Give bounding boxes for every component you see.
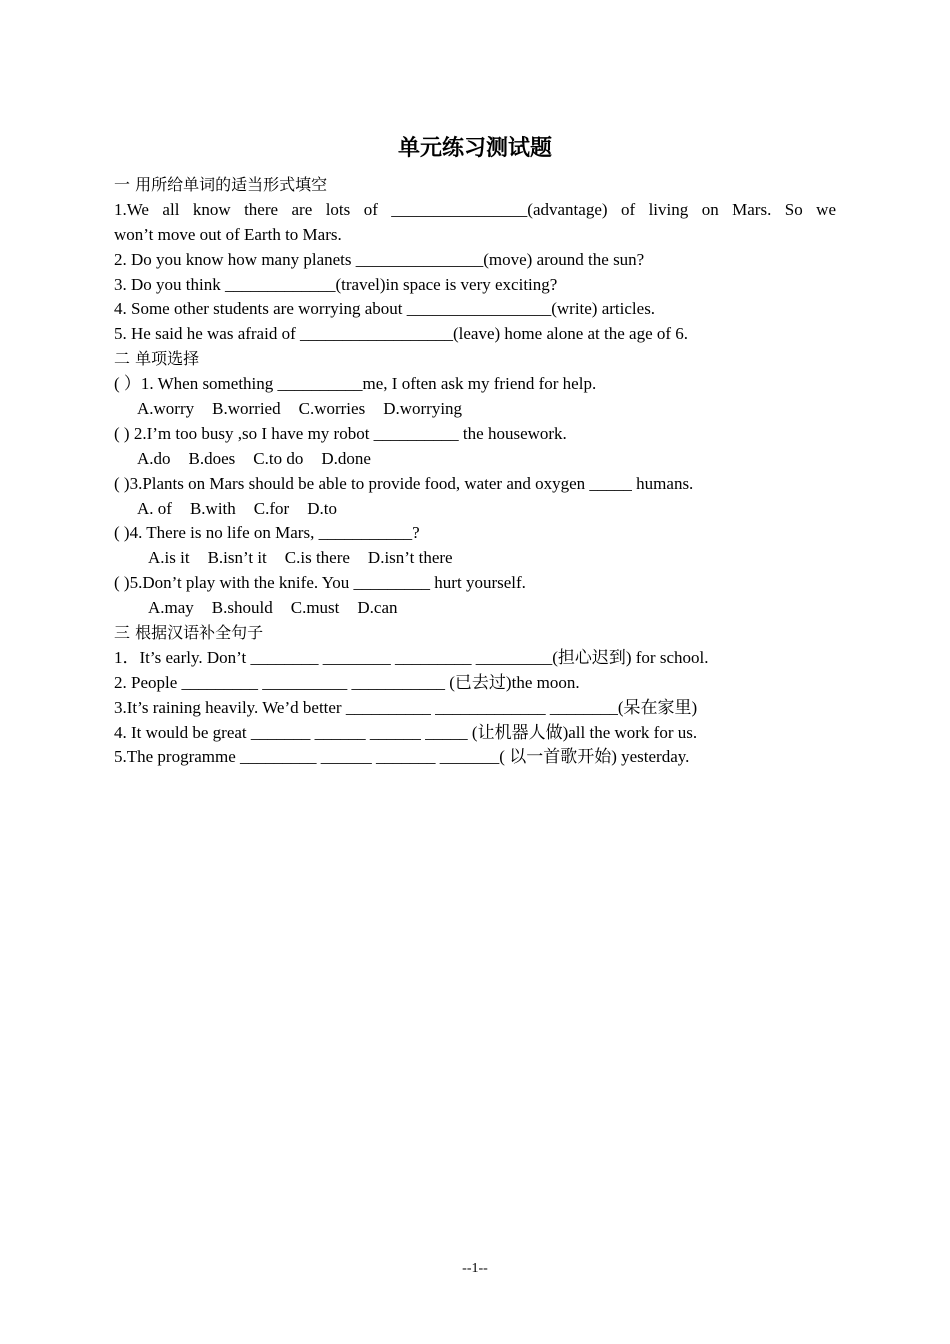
s2-question-5-options [114,596,836,621]
option-c: C.to do [253,448,304,468]
option-a: A.worry [137,399,195,419]
s1-question-1-line-1: 1.We all know there are lots of ________________(advantage) of living on Mars. So we [114,199,836,219]
option-d: D.isn’t there [367,548,453,568]
worksheet-content [114,173,836,770]
option-d: D.to [307,498,337,518]
section-1-heading: 一 用所给单词的适当形式填空 [114,175,328,194]
s3-question-2: 2. People _________ __________ ___________ (已去过)the moon. [114,672,580,692]
s2-question-4: ( )4. There is no life on Mars, ___________? [114,523,420,543]
option-a: A.may [148,598,194,618]
section-2-heading: 二 单项选择 [114,349,200,369]
s2-question-3-options [114,497,836,522]
s3-question-3: 3.It’s raining heavily. We’d better __________ _____________ ________(呆在家里) [114,697,698,717]
page-title: 单元练习测试题 [397,136,552,161]
s2-question-2-options [114,447,836,472]
option-d: D.done [321,448,371,468]
option-a: A.is it [148,548,190,568]
s3-question-4: 4. It would be great _______ ______ ______ _____ (让机器人做)all the work for us. [114,722,698,742]
option-b: B.with [189,498,236,518]
s3-question-5: 5.The programme _________ ______ _______ _______( 以一首歌开始) yesterday. [114,747,690,767]
s2-question-2: ( ) 2.I’m too busy ,so I have my robot __________ the housework. [114,423,567,443]
s2-question-1: ( ）1. When something __________me, I often ask my friend for help. [114,374,597,394]
s2-question-3: ( )3.Plants on Mars should be able to provide food, water and oxygen _____ humans. [114,473,694,493]
s2-question-1-options [114,397,836,422]
option-a: A.do [137,448,171,468]
s1-question-1-line-2: won’t move out of Earth to Mars. [114,224,342,244]
option-b: B.should [211,598,273,618]
option-b: B.does [188,448,236,468]
option-b: B.worried [212,399,281,419]
s1-question-3: 3. Do you think _____________(travel)in space is very exciting? [114,274,558,294]
option-c: C.worries [298,399,366,419]
s2-question-4-options [114,546,836,571]
option-c: C.for [253,498,290,518]
s1-question-5: 5. He said he was afraid of __________________(leave) home alone at the age of 6. [114,324,689,344]
page-number: --1-- [462,1261,488,1276]
s1-question-2: 2. Do you know how many planets _______________(move) around the sun? [114,249,645,269]
section-3-heading: 三 根据汉语补全句子 [114,623,264,643]
option-d: D.worrying [383,399,463,419]
s2-question-5: ( )5.Don’t play with the knife. You _________ hurt yourself. [114,573,526,593]
s3-question-1: 1．It’s early. Don’t ________ ________ _________ _________(担心迟到) for school. [114,647,709,667]
option-d: D.can [357,598,398,618]
s1-question-4: 4. Some other students are worrying about _________________(write) articles. [114,299,656,319]
option-c: C.must [290,598,340,618]
option-b: B.isn’t it [207,548,267,568]
option-c: C.is there [284,548,350,568]
option-a: A. of [137,498,172,518]
